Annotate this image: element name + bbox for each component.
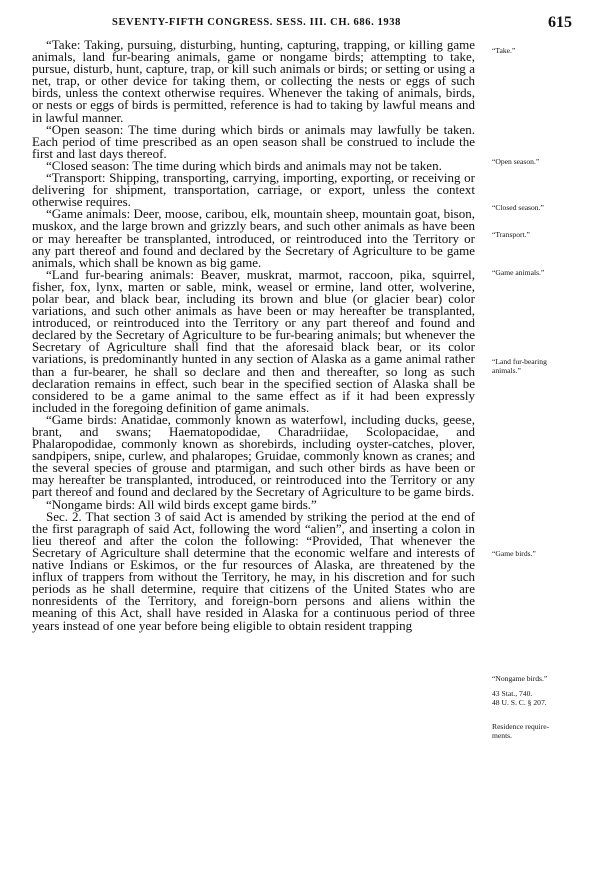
- margin-note-transport: “Transport.”: [492, 230, 530, 239]
- margin-note-land-fur-bearing: “Land fur-bearing animals.”: [492, 357, 547, 375]
- margin-note-game-birds: “Game birds.”: [492, 549, 536, 558]
- definition-take: “Take: Taking, pursuing, disturbing, hunting, capturing, trapping, or killing game animals, land fur-bearing animals, game or nongame birds; attempting to take, pursue, disturb, hunt, capture, trap, or kill such animals or birds; or setting or using a net, trap, or other device for taking them, or collecting the nests or eggs of such birds, unless the context otherwise requires. Whenever the taking of animals, birds, or nests or eggs of birds is permitted, reference is had to taking by lawful means and in lawful manner.: [32, 37, 475, 125]
- definition-nongame-birds: “Nongame birds: All wild birds except game birds.”: [46, 496, 317, 512]
- margin-note-statute-citation: 43 Stat., 740. 48 U. S. C. § 207.: [492, 689, 547, 707]
- margin-note-game-animals: “Game animals.”: [492, 268, 545, 277]
- page-number: 615: [548, 14, 572, 31]
- section-2-paragraph: Sec. 2. That section 3 of said Act is amended by striking the period at the end of the first paragraph of said Act, following the word “alien”, and inserting a colon in lieu thereof and after the colon the following: “Provided, That whenever the Secretary of Agriculture shall determine that the economic welfare and interests of native Indians or Eskimos, or the fur resources of Alaska, are threatened by the influx of trappers from without the Territory, he may, in his discretion and for such periods as he shall determine, require that citizens of the United States who are nonresidents of the Territory, and foreign-born persons and aliens within the meaning of this Act, shall have resided in Alaska for a continuous period of three years instead of one year before being eligible to obtain resident trapping: [32, 508, 475, 633]
- margin-note-closed-season: “Closed season.”: [492, 203, 544, 212]
- running-head: SEVENTY-FIFTH CONGRESS. SESS. III. CH. 686. 1938: [112, 17, 401, 28]
- definition-game-birds: “Game birds: Anatidae, commonly known as waterfowl, including ducks, geese, brant, and swans; Haematopodidae, Charadriidae, Scolopacidae, and Phalaropodidae, commonly known as shorebirds, including oyster-catches, plover, sandpipers, snipe, curlew, and phalaropes; Gruidae, commonly known as cranes; and the several species of grouse and ptarmigan, and such other birds as have been or may hereafter be transplanted, introduced, or reintroduced into the Territory or any part thereof and found and declared by the Secretary of Agriculture to be game birds.: [32, 411, 475, 500]
- definition-closed-season: “Closed season: The time during which birds and animals may not be taken.: [46, 157, 442, 173]
- margin-note-residence-requirements: Residence require- ments.: [492, 722, 550, 740]
- definition-transport: “Transport: Shipping, transporting, carrying, importing, exporting, or receiving or delivering for shipment, transportation, carriage, or export, unless the context otherwise requires.: [32, 170, 475, 210]
- definition-game-animals: “Game animals: Deer, moose, caribou, elk, mountain sheep, mountain goat, bison, muskox, and the large brown and grizzly bears, and such other animals as have been or may hereafter be transplanted, introduced, or reintroduced into the Territory or any part thereof and found and declared by the Secretary of Agriculture to be game animals, which shall be known as big game.: [32, 206, 475, 270]
- statute-text: [32, 39, 475, 632]
- definition-land-fur-bearing-animals: “Land fur-bearing animals: Beaver, muskrat, marmot, raccoon, pika, squirrel, fisher, fox, lynx, marten or sable, mink, weasel or ermine, land otter, wolverine, polar bear, and black bear, including its brown and blue (or glacier bear) color variations, and such other animals as have been or may hereafter be transplanted, introduced, or reintroduced into the Territory or any part thereof and found and declared by the Secretary of Agriculture to be fur-bearing animals; but whenever the Secretary of Agriculture shall find that the aforesaid black bear, or its color variations, is predominantly hunted in any section of Alaska as a game animal rather than a fur-bearer, he shall so declare and then and thereafter, so long as such declaration remains in effect, such bear in the specified section of Alaska shall be considered to be a game animal to the same effect as if it had been expressly included in the foregoing definition of game animals.: [32, 266, 475, 415]
- page-header: [20, 14, 572, 34]
- margin-note-take: “Take.”: [492, 46, 516, 55]
- definition-open-season: “Open season: The time during which birds or animals may lawfully be taken. Each period of time prescribed as an open season shall be construed to include the first and last days thereof.: [32, 121, 475, 161]
- margin-note-nongame-birds: “Nongame birds.”: [492, 674, 548, 683]
- margin-note-open-season: “Open season.”: [492, 157, 540, 166]
